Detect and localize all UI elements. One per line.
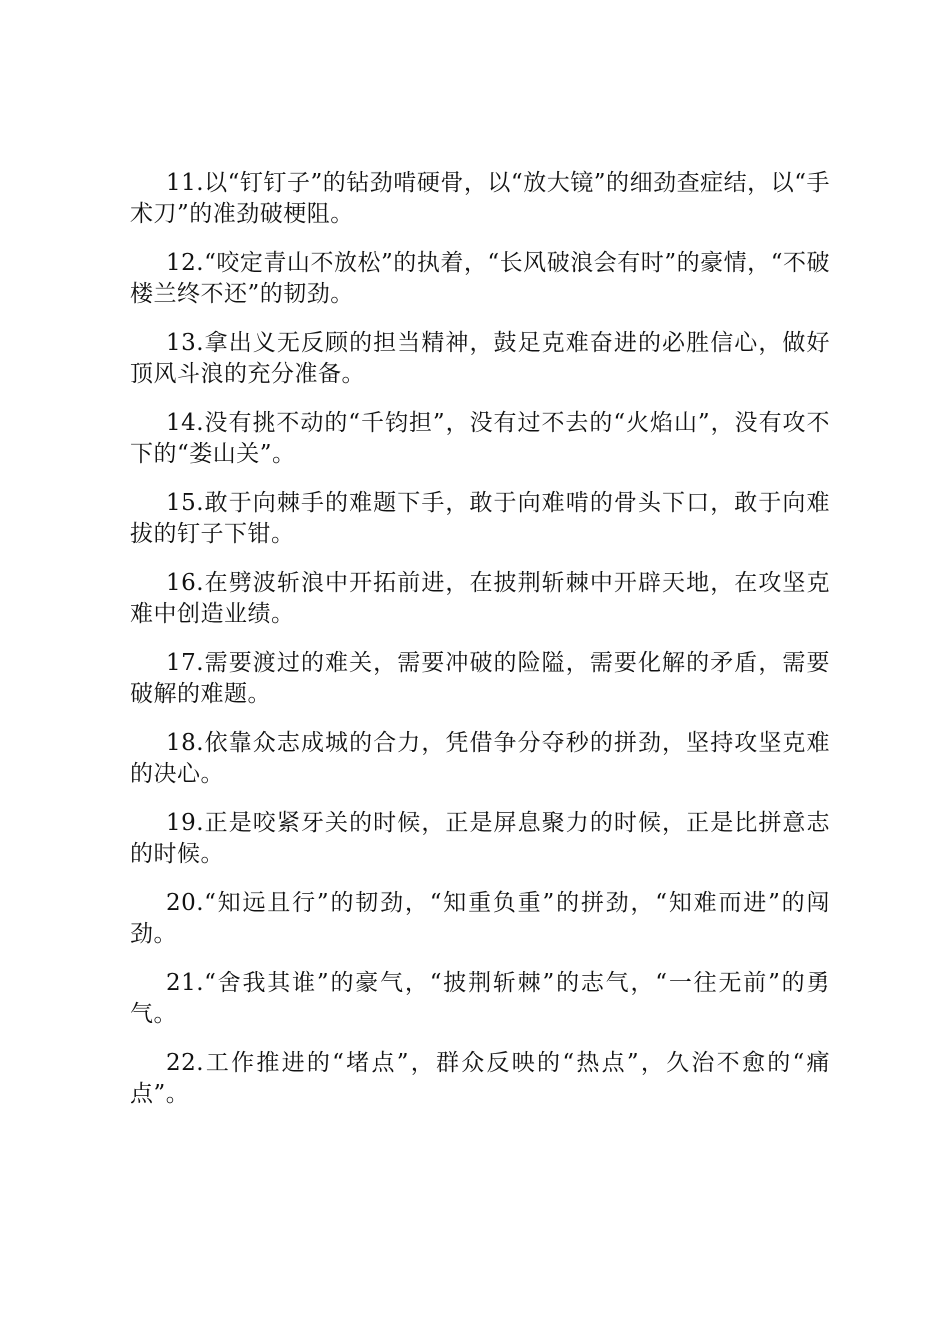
- paragraph-14: 14.没有挑不动的“千钧担”，没有过不去的“火焰山”，没有攻不下的“娄山关”。: [130, 410, 830, 467]
- paragraph-12: 12.“咬定青山不放松”的执着，“长风破浪会有时”的豪情，“不破楼兰终不还”的韧劲。: [130, 250, 830, 307]
- paragraph-15: 15.敢于向棘手的难题下手，敢于向难啃的骨头下口，敢于向难拔的钉子下钳。: [130, 490, 830, 547]
- paragraph-21: 21.“舍我其谁”的豪气，“披荆斩棘”的志气，“一往无前”的勇气。: [130, 970, 830, 1027]
- paragraph-13: 13.拿出义无反顾的担当精神，鼓足克难奋进的必胜信心，做好顶风斗浪的充分准备。: [130, 330, 830, 387]
- paragraph-11: 11.以“钉钉子”的钻劲啃硬骨，以“放大镜”的细劲查症结，以“手术刀”的准劲破梗阻。: [130, 170, 830, 227]
- document-page: [130, 168, 830, 1128]
- paragraph-16: 16.在劈波斩浪中开拓前进，在披荆斩棘中开辟天地，在攻坚克难中创造业绩。: [130, 570, 830, 627]
- paragraph-20: 20.“知远且行”的韧劲，“知重负重”的拼劲，“知难而进”的闯劲。: [130, 890, 830, 947]
- paragraph-18: 18.依靠众志成城的合力，凭借争分夺秒的拼劲，坚持攻坚克难的决心。: [130, 730, 830, 787]
- paragraph-19: 19.正是咬紧牙关的时候，正是屏息聚力的时候，正是比拼意志的时候。: [130, 810, 830, 867]
- paragraph-17: 17.需要渡过的难关，需要冲破的险隘，需要化解的矛盾，需要破解的难题。: [130, 650, 830, 707]
- paragraph-22: 22.工作推进的“堵点”，群众反映的“热点”，久治不愈的“痛点”。: [130, 1050, 830, 1107]
